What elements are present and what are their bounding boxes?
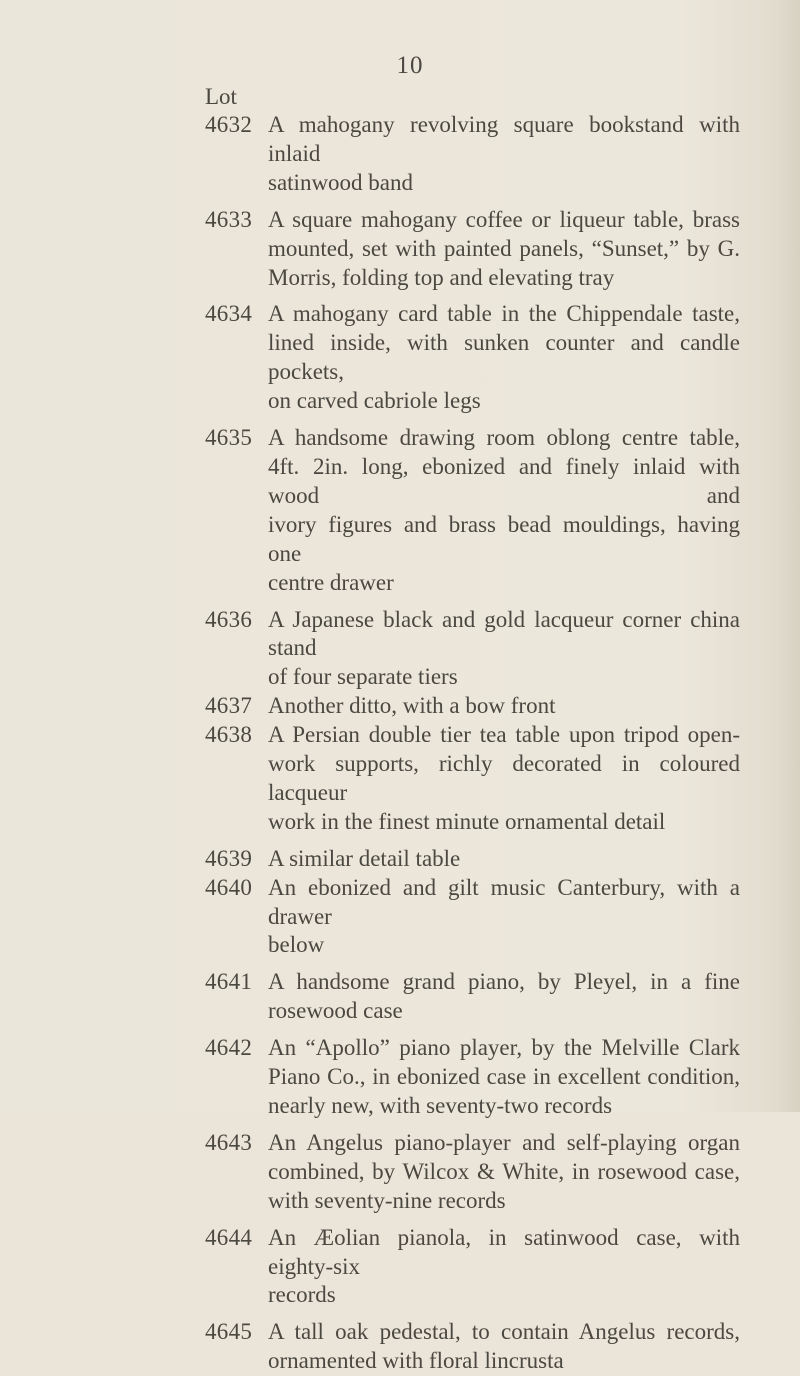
description-line: A mahogany card table in the Chippendale taste, [268,301,740,327]
lot-entry [205,1318,740,1376]
lot-entry [205,845,740,874]
description-line: 4ft. 2in. long, ebonized and finely inlaid with wood and [268,453,740,508]
description-line: ornamented with floral lincrusta [268,1348,564,1374]
lot-number: 4639 [205,845,253,871]
lot-description [268,1318,740,1376]
lot-entry [205,606,740,693]
lot-description [268,606,740,693]
description-line: An Angelus piano-player and self-playing organ [268,1129,740,1155]
lot-number: 4634 [205,301,253,327]
description-line: A tall oak pedestal, to contain Angelus records, [268,1319,740,1345]
description-line: work supports, richly decorated in coloured lacqueur [268,751,740,805]
description-line: Another ditto, with a bow front [268,693,556,719]
lot-description [268,968,740,1026]
description-line: A Japanese black and gold lacqueur corner china stand [268,606,740,661]
description-line: Morris, folding top and elevating tray [268,264,615,290]
description-line: A handsome grand piano, by Pleyel, in a fine [268,969,740,995]
description-line: An ebonized and gilt music Canterbury, with a drawer [268,874,740,929]
lot-description [268,721,740,837]
description-line: A mahogany revolving square bookstand with inlaid [268,112,740,166]
lot-entry [205,300,740,416]
lot-description [268,206,740,293]
lot-entry [205,721,740,837]
lot-description [268,300,740,416]
description-line: of four separate tiers [268,664,458,690]
lot-number: 4638 [205,722,253,748]
description-line: Piano Co., in ebonized case in excellent condition, [268,1064,740,1090]
lot-entry [205,968,740,1026]
description-line: with seventy-nine records [268,1187,506,1213]
lot-description [268,1224,740,1311]
description-line: centre drawer [268,569,394,595]
lot-list [205,111,740,1376]
lot-description [268,1034,740,1121]
lot-entry [205,1034,740,1121]
lot-number: 4632 [205,112,253,137]
lot-number: 4642 [205,1035,253,1061]
lot-description [268,845,740,874]
description-line: An Æolian pianola, in satinwood case, with eighty-six [268,1224,740,1279]
description-line: nearly new, with seventy-two records [268,1093,613,1118]
lot-number: 4633 [205,206,253,232]
lot-entry [205,692,740,721]
lot-number: 4643 [205,1129,253,1155]
description-line: mounted, set with painted panels, “Sunset,” by G. [268,235,740,261]
description-line: on carved cabriole legs [268,388,481,414]
lot-number: 4635 [205,425,253,451]
description-line: ivory figures and brass bead mouldings, having one [268,511,740,566]
lot-number: 4645 [205,1319,253,1345]
lot-description [268,692,740,721]
lot-entry [205,874,740,961]
lot-entry [205,424,740,597]
lot-number: 4636 [205,606,253,632]
lot-description [268,424,740,597]
lot-entry [205,1224,740,1311]
description-line: satinwood band [268,169,414,195]
lot-description [268,111,740,198]
lot-description [268,1129,740,1216]
lot-entry [205,1129,740,1216]
description-line: A Persian double tier tea table upon tripod open- [268,722,740,748]
description-line: lined inside, with sunken counter and candle pockets, [268,330,740,385]
description-line: records [268,1282,336,1308]
lot-number: 4637 [205,693,253,719]
description-line: A similar detail table [268,845,461,871]
page-number: 10 [396,52,424,79]
lot-number: 4641 [205,969,253,995]
description-line: An “Apollo” piano player, by the Melville Clark [268,1035,740,1061]
lot-entry [205,206,740,293]
lot-column-header: Lot [205,84,237,109]
lot-entry [205,111,740,198]
description-line: A handsome drawing room oblong centre table, [268,425,740,451]
lot-description [268,874,740,961]
description-line: rosewood case [268,998,403,1024]
lot-number: 4640 [205,874,253,900]
lot-number: 4644 [205,1224,253,1250]
description-line: combined, by Wilcox & White, in rosewood case, [268,1158,740,1184]
description-line: below [268,932,325,958]
description-line: A square mahogany coffee or liqueur table, brass [268,206,740,232]
description-line: work in the finest minute ornamental detail [268,808,666,834]
